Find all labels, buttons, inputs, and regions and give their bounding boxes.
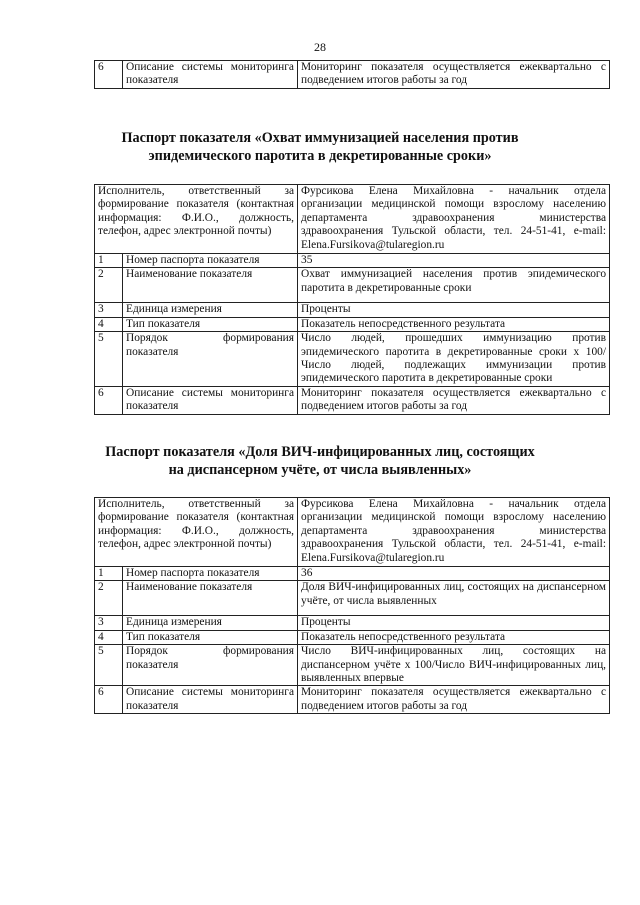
executor-value: Фурсикова Елена Михайловна - начальник отдела организации медицинской помощи взрослому населению департамента здравоохранения министерства здравоохранения Тульской области, тел. 24-51-41, e-mail: Elena.Fursikova@tularegion.ru: [298, 185, 610, 254]
top-table: [94, 60, 610, 89]
row-number: 5: [95, 332, 123, 387]
table-row: [95, 686, 610, 714]
table-row: [95, 254, 610, 268]
passport2-table: [94, 497, 610, 714]
table-row: [95, 386, 610, 414]
passport1-title-line2: эпидемического паротита в декретированные сроки»: [148, 148, 492, 164]
row-name: Порядок формирования показателя: [123, 645, 298, 686]
row-name: Тип показателя: [123, 630, 298, 644]
row-name: Единица измерения: [123, 303, 298, 317]
page-number: 28: [314, 40, 326, 54]
row-number: 3: [95, 303, 123, 317]
table-row: [95, 317, 610, 331]
row-value: Охват иммунизацией населения против эпидемического паротита в декретированные сроки: [298, 268, 610, 303]
table-row: [95, 630, 610, 644]
row-number: 2: [95, 581, 123, 616]
row-name: Наименование показателя: [123, 268, 298, 303]
row-name: Единица измерения: [123, 616, 298, 630]
row-number: 1: [95, 567, 123, 581]
passport2-title-line1: Паспорт показателя «Доля ВИЧ-инфицированных лиц, состоящих: [105, 444, 535, 460]
row-number: 6: [95, 386, 123, 414]
table-row: [95, 268, 610, 303]
row-number: 3: [95, 616, 123, 630]
row-number: 4: [95, 317, 123, 331]
row-number: 1: [95, 254, 123, 268]
row-value: Показатель непосредственного результата: [298, 630, 610, 644]
row-name: Порядок формирования показателя: [123, 332, 298, 387]
row-number: 2: [95, 268, 123, 303]
executor-value: Фурсикова Елена Михайловна - начальник отдела организации медицинской помощи взрослому населению департамента здравоохранения министерства здравоохранения Тульской области, тел. 24-51-41, e-mail: Elena.Fursikova@tularegion.ru: [298, 498, 610, 567]
row-value: Мониторинг показателя осуществляется ежеквартально с подведением итогов работы за год: [298, 61, 610, 89]
table-row: [95, 332, 610, 387]
table-row: [95, 645, 610, 686]
table-row: [95, 303, 610, 317]
row-name: Описание системы мониторинга показателя: [123, 61, 298, 89]
table-row: [95, 616, 610, 630]
table-row: [95, 498, 610, 567]
row-name: Описание системы мониторинга показателя: [123, 686, 298, 714]
row-name: Номер паспорта показателя: [123, 254, 298, 268]
row-value: Мониторинг показателя осуществляется ежеквартально с подведением итогов работы за год: [298, 386, 610, 414]
table-row: [95, 567, 610, 581]
passport2-title-line2: на диспансерном учёте, от числа выявленных»: [168, 462, 472, 478]
row-value: Проценты: [298, 303, 610, 317]
row-number: 6: [95, 61, 123, 89]
row-name: Наименование показателя: [123, 581, 298, 616]
row-value: Число людей, прошедших иммунизацию против эпидемического паротита в декретированные сроки х 100/Число людей, подлежащих иммунизации против эпидемического паротита в декретированные сроки: [298, 332, 610, 387]
row-value: Проценты: [298, 616, 610, 630]
passport1-title-line1: Паспорт показателя «Охват иммунизацией населения против: [121, 130, 519, 146]
row-number: 4: [95, 630, 123, 644]
row-name: Номер паспорта показателя: [123, 567, 298, 581]
row-number: 6: [95, 686, 123, 714]
table-row: [95, 61, 610, 89]
row-value: Доля ВИЧ-инфицированных лиц, состоящих на диспансерном учёте, от числа выявленных: [298, 581, 610, 616]
row-value: 35: [298, 254, 610, 268]
table-row: [95, 185, 610, 254]
row-value: Показатель непосредственного результата: [298, 317, 610, 331]
table-row: [95, 581, 610, 616]
executor-label: Исполнитель, ответственный за формирование показателя (контактная информация: Ф.И.О., должность, телефон, адрес электронной почты): [95, 498, 298, 567]
row-number: 5: [95, 645, 123, 686]
row-value: Мониторинг показателя осуществляется ежеквартально с подведением итогов работы за год: [298, 686, 610, 714]
executor-label: Исполнитель, ответственный за формирование показателя (контактная информация: Ф.И.О., должность, телефон, адрес электронной почты): [95, 185, 298, 254]
passport1-table: [94, 184, 610, 415]
row-value: Число ВИЧ-инфицированных лиц, состоящих на диспансерном учёте х 100/Число ВИЧ-инфицированных лиц, выявленных впервые: [298, 645, 610, 686]
row-name: Тип показателя: [123, 317, 298, 331]
row-value: 36: [298, 567, 610, 581]
row-name: Описание системы мониторинга показателя: [123, 386, 298, 414]
